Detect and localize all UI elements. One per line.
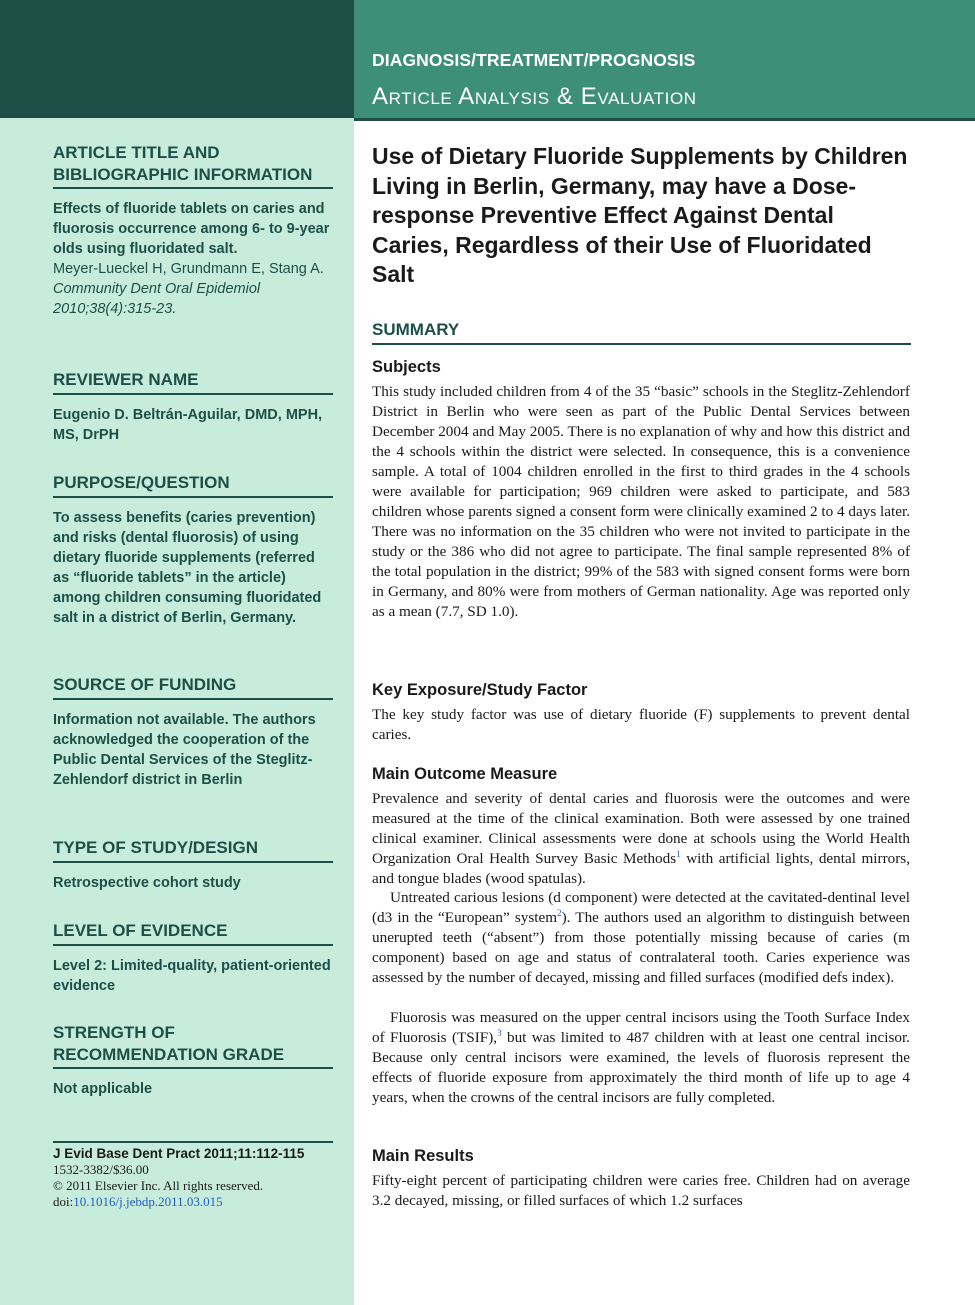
evidence-block — [53, 920, 333, 996]
outcome-p2-text-a: Untreated carious lesions (d component) were detected at the cavitated-dentinal level (d3 in the “European” system — [372, 889, 910, 926]
exposure-paragraph: The key study factor was use of dietary fluoride (F) supplements to prevent dental caries. — [372, 706, 910, 743]
reference-3-link[interactable]: 3 — [497, 1027, 502, 1038]
outcome-p2-text-b: ). The authors used an algorithm to distinguish between unerupted teeth (“absent”) from those potentially missing because of caries (m component) based on age and status of contralateral tooth. Caries experience was assessed by the number of decayed, missing and filled surfaces (modified defs index). — [372, 909, 910, 986]
funding-heading: SOURCE OF FUNDING — [53, 674, 333, 700]
doi-link[interactable]: 10.1016/j.jebdp.2011.03.015 — [73, 1194, 223, 1209]
results-paragraph: Fifty-eight percent of participating children were caries free. Children had on average 3.2 decayed, missing, or filled surfaces of which 1.2 surfaces — [372, 1172, 910, 1209]
sidebar-header-block — [0, 0, 354, 118]
evidence-heading: LEVEL OF EVIDENCE — [53, 920, 333, 946]
summary-heading: SUMMARY — [372, 320, 911, 345]
purpose-text: To assess benefits (caries prevention) and risks (dental fluorosis) of using dietary fluoride supplements (referred as “fluoride tablets” in the article) among children consuming fluoridated salt in a district of Berlin, Germany. — [53, 509, 322, 626]
header-rule — [354, 118, 975, 121]
outcome-p3-text-a: Fluorosis was measured on the upper central incisors using the Tooth Surface Index of Fluorosis (TSIF), — [372, 1009, 910, 1046]
reviewer-heading: REVIEWER NAME — [53, 369, 333, 395]
strength-text: Not applicable — [53, 1081, 153, 1097]
outcome-paragraph-3 — [372, 1008, 910, 1108]
article-title: Use of Dietary Fluoride Supplements by Children Living in Berlin, Germany, may have a Dose-response Preventive Effect Against Dental Caries, Regardless of their Use of Fluoridated Salt — [372, 143, 908, 287]
outcome-paragraph-2 — [372, 888, 910, 988]
purpose-block — [53, 472, 333, 628]
journal-reference: J Evid Base Dent Pract 2011;11:112-115 — [53, 1146, 305, 1161]
reviewer-name: Eugenio D. Beltrán-Aguilar, DMD, MPH, MS, DrPH — [53, 406, 323, 443]
reviewed-article-title: Effects of fluoride tablets on caries and fluorosis occurrence among 6- to 9-year olds using fluoridated salt. — [53, 201, 330, 257]
subjects-paragraph: This study included children from 4 of the 35 “basic” schools in the Steglitz-Zehlendorf District in Berlin who were seen as part of the Public Dental Services between December 2004 and May 2005. There is no explanation of why and how this district and the 4 schools within the district were selected. In consequence, this is a convenience sample. A total of 1004 children enrolled in the first to third grades in the 4 schools were available for participation; 969 children were asked to participate, and 583 children whose parents signed a consent form were clinically examined 2 to 4 days later. There was no information on the 35 children who were not invited to participate in the study or the 386 who did not agree to participate. The final sample represented 8% of the total population in the district; 99% of the 583 with signed consent forms were born in Germany, and 80% were from mothers of German nationality. Age was reported only as a mean (7.7, SD 1.0). — [372, 383, 910, 620]
doi-prefix: doi: — [53, 1194, 74, 1209]
article-type-label: Article Analysis & Evaluation — [372, 83, 697, 110]
reviewer-block — [53, 369, 333, 445]
reference-1-link[interactable]: 1 — [676, 848, 681, 859]
funding-text: Information not available. The authors acknowledged the cooperation of the Public Dental Services of the Steglitz-Zehlendorf district in Berlin — [53, 711, 316, 788]
strength-heading: STRENGTH OF RECOMMENDATION GRADE — [53, 1022, 333, 1069]
section-label: DIAGNOSIS/TREATMENT/PROGNOSIS — [372, 50, 696, 70]
outcome-paragraph-1 — [372, 789, 910, 889]
strength-block — [53, 1022, 333, 1099]
outcome-p1-text-a: Prevalence and severity of dental caries and fluorosis were the outcomes and were measured at the time of the clinical examination. Both were assessed by one trained clinical examiner. Clinical assessments were done at schools using the World Health Organization Oral Health Survey Basic Methods — [372, 790, 910, 867]
issn-price: 1532-3382/$36.00 — [53, 1162, 149, 1177]
outcome-heading: Main Outcome Measure — [372, 765, 558, 783]
design-heading: TYPE OF STUDY/DESIGN — [53, 837, 333, 863]
outcome-p3-text-b: but was limited to 487 children with at least one central incisor. Because only central incisors were examined, the levels of fluorosis represent the effects of fluoride exposure from approximately the third month of life up to age 4 years, when the crowns of the central incisors are fully completed. — [372, 1029, 910, 1106]
purpose-heading: PURPOSE/QUESTION — [53, 472, 333, 498]
evidence-text: Level 2: Limited-quality, patient-oriented evidence — [53, 957, 331, 994]
journal-info — [53, 1141, 333, 1210]
article-info-block — [53, 142, 333, 319]
doi-line — [53, 1194, 333, 1210]
outcome-p1-text-b: with artificial lights, dental mirrors, and tongue blades (wood spatulas). — [372, 850, 911, 887]
results-heading: Main Results — [372, 1147, 474, 1165]
article-title-heading: ARTICLE TITLE AND BIBLIOGRAPHIC INFORMATION — [53, 142, 333, 189]
design-text: Retrospective cohort study — [53, 874, 241, 891]
reviewed-article-authors: Meyer-Lueckel H, Grundmann E, Stang A. — [53, 261, 324, 277]
reviewed-article-citation: Community Dent Oral Epidemiol 2010;38(4):315-23. — [53, 281, 261, 317]
exposure-heading: Key Exposure/Study Factor — [372, 681, 588, 699]
reference-2-link[interactable]: 2 — [557, 907, 562, 918]
copyright-line: © 2011 Elsevier Inc. All rights reserved. — [53, 1178, 264, 1193]
subjects-heading: Subjects — [372, 358, 441, 376]
funding-block — [53, 674, 333, 790]
design-block — [53, 837, 333, 893]
